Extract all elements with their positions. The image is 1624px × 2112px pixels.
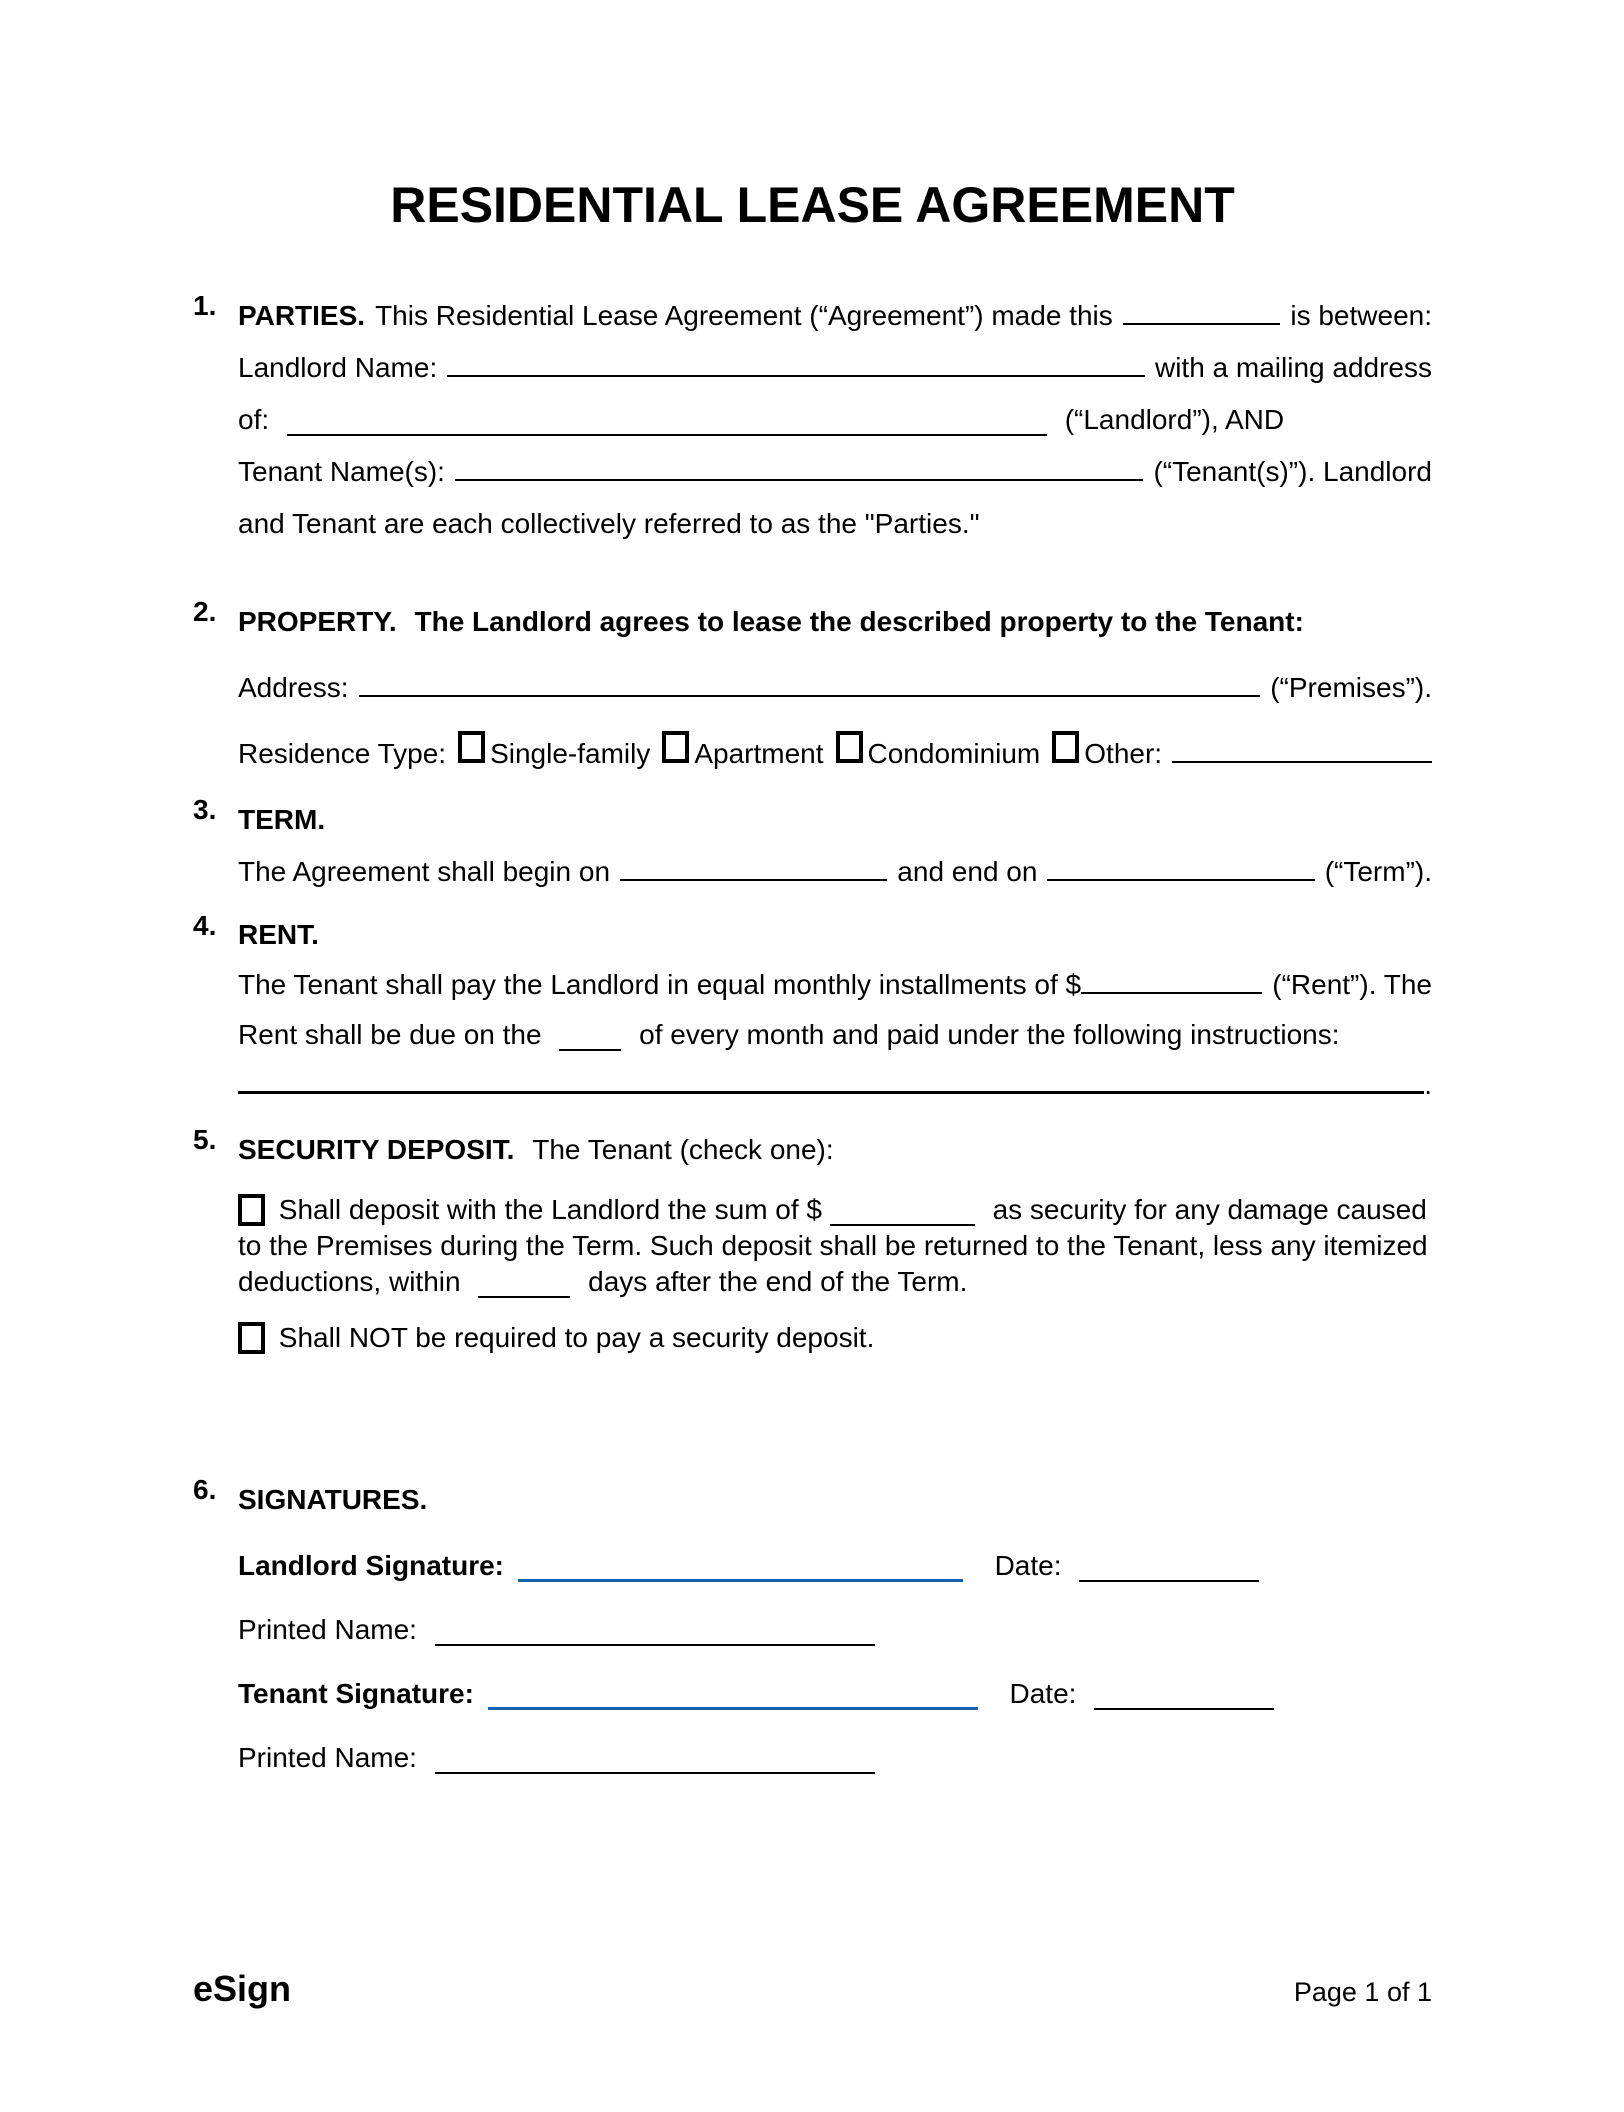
rent-due-text: Rent shall be due on the — [238, 1019, 542, 1050]
term-dates-line — [238, 846, 1432, 898]
landlord-name-tail: with a mailing address — [1154, 352, 1432, 383]
residence-single-family-checkbox[interactable] — [458, 731, 485, 763]
deposit-not-required-label: Shall NOT be required to pay a security deposit. — [278, 1322, 875, 1353]
deposit-heading-rest: The Tenant (check one): — [532, 1134, 834, 1165]
address-label: Address: — [238, 672, 349, 703]
parties-intro-line — [238, 290, 1432, 342]
section-rent — [193, 910, 1432, 1110]
address-tail: (“Premises”). — [1270, 672, 1432, 703]
rent-amount-line — [238, 960, 1432, 1010]
tenant-date-label: Date: — [1009, 1678, 1077, 1709]
landlord-signature-line[interactable] — [518, 1552, 963, 1582]
term-heading: TERM. — [238, 804, 326, 835]
property-heading: PROPERTY. — [238, 606, 397, 637]
landlord-name-line — [238, 342, 1432, 394]
deposit-required-checkbox[interactable] — [238, 1194, 265, 1226]
rent-due-tail: of every month and paid under the following instructions: — [639, 1019, 1340, 1050]
landlord-printed-name-row — [238, 1604, 1432, 1656]
rent-heading: RENT. — [238, 919, 319, 950]
deposit-line-2: to the Premises during the Term. Such deposit shall be returned to the Tenant, less any itemized — [238, 1230, 1428, 1261]
tenant-date-blank[interactable] — [1094, 1680, 1274, 1710]
deposit-heading-line — [238, 1124, 1432, 1176]
section-security-deposit — [193, 1124, 1432, 1356]
deposit-option-required — [238, 1192, 1432, 1300]
signatures-heading: SIGNATURES. — [238, 1484, 428, 1515]
section-number: 4. — [193, 910, 217, 941]
landlord-printed-name-blank[interactable] — [435, 1616, 875, 1646]
section-number: 3. — [193, 794, 217, 825]
tenant-name-tail: (“Tenant(s)”). Landlord — [1153, 456, 1432, 487]
term-middle-label: and end on — [897, 856, 1038, 887]
address-line — [238, 662, 1432, 714]
landlord-date-blank[interactable] — [1079, 1552, 1259, 1582]
of-label: of: — [238, 404, 270, 435]
deposit-line-3 — [238, 1264, 1432, 1300]
parties-closing-line: and Tenant are each collectively referred to as the "Parties." — [238, 508, 980, 539]
section-property — [193, 596, 1432, 780]
section-number: 1. — [193, 290, 217, 321]
deposit-text-2: as security for any damage caused — [992, 1194, 1427, 1225]
parties-date-blank[interactable] — [1123, 295, 1281, 325]
residence-other-checkbox[interactable] — [1052, 731, 1079, 763]
rent-amount-blank[interactable] — [1081, 964, 1262, 994]
section-signatures — [193, 1474, 1432, 1784]
deposit-text-3: deductions, within — [238, 1266, 461, 1297]
term-end-date-blank[interactable] — [1047, 851, 1314, 881]
tenant-names-blank[interactable] — [455, 451, 1143, 481]
property-heading-line — [238, 596, 1432, 648]
deposit-amount-blank[interactable] — [830, 1196, 975, 1226]
section-parties — [193, 290, 1432, 550]
rent-due-day-blank[interactable] — [559, 1021, 621, 1051]
document-title: RESIDENTIAL LEASE AGREEMENT — [390, 177, 1235, 233]
tenant-printed-name-label: Printed Name: — [238, 1742, 417, 1773]
landlord-signature-line-row — [238, 1540, 1432, 1592]
residence-apartment-label: Apartment — [694, 738, 824, 769]
residence-type-line — [238, 728, 1432, 780]
landlord-printed-name-label: Printed Name: — [238, 1614, 417, 1645]
tenant-printed-name-blank[interactable] — [435, 1744, 875, 1774]
tenant-name-line — [238, 446, 1432, 498]
residence-other-blank[interactable] — [1172, 733, 1432, 763]
term-tail: (“Term”). — [1324, 856, 1432, 887]
rent-amount-tail: (“Rent”). The — [1272, 969, 1432, 1000]
rent-heading-line — [238, 910, 1432, 960]
landlord-address-blank[interactable] — [287, 406, 1047, 436]
esign-logo: eSign — [193, 1968, 292, 2009]
residence-single-family-label: Single-family — [490, 738, 651, 769]
section-term — [193, 794, 1432, 898]
landlord-date-label: Date: — [994, 1550, 1062, 1581]
residence-condominium-checkbox[interactable] — [836, 731, 863, 763]
tenant-printed-name-row — [238, 1732, 1432, 1784]
landlord-name-blank[interactable] — [447, 347, 1145, 377]
tenant-signature-label: Tenant Signature: — [238, 1678, 474, 1709]
landlord-address-line — [238, 394, 1432, 446]
term-heading-line — [238, 794, 1432, 846]
instructions-period: . — [1424, 1069, 1432, 1100]
tenant-signature-line[interactable] — [488, 1680, 978, 1710]
rent-amount-text: The Tenant shall pay the Landlord in equal monthly installments of $ — [238, 969, 1082, 1000]
term-start-date-blank[interactable] — [620, 851, 887, 881]
deposit-line-1 — [238, 1192, 1432, 1228]
term-begin-label: The Agreement shall begin on — [238, 856, 611, 887]
landlord-address-tail: (“Landlord”), AND — [1064, 404, 1285, 435]
residence-condominium-label: Condominium — [867, 738, 1041, 769]
section-number: 2. — [193, 596, 217, 627]
signatures-heading-line — [238, 1474, 1432, 1526]
deposit-heading: SECURITY DEPOSIT. — [238, 1134, 515, 1165]
property-heading-rest: The Landlord agrees to lease the described property to the Tenant: — [414, 606, 1304, 637]
section-number: 5. — [193, 1124, 217, 1155]
premises-address-blank[interactable] — [359, 667, 1261, 697]
deposit-not-required-checkbox[interactable] — [238, 1322, 265, 1354]
residence-type-label: Residence Type: — [238, 738, 447, 769]
tenant-name-label: Tenant Name(s): — [238, 456, 445, 487]
deposit-text-4: days after the end of the Term. — [588, 1266, 968, 1297]
parties-heading: PARTIES. — [238, 300, 366, 331]
deposit-option-not-required — [238, 1320, 1432, 1356]
rent-due-line — [238, 1010, 1432, 1060]
residence-other-label: Other: — [1084, 738, 1163, 769]
payment-instructions-line — [238, 1060, 1432, 1110]
deposit-text-1: Shall deposit with the Landlord the sum of $ — [278, 1194, 823, 1225]
parties-intro-tail: is between: — [1290, 300, 1432, 331]
parties-intro-text: This Residential Lease Agreement (“Agreement”) made this — [375, 300, 1113, 331]
landlord-signature-label: Landlord Signature: — [238, 1550, 504, 1581]
landlord-name-label: Landlord Name: — [238, 352, 438, 383]
section-number: 6. — [193, 1474, 217, 1505]
tenant-signature-line-row — [238, 1668, 1432, 1720]
page-number: Page 1 of 1 — [1293, 1977, 1432, 2007]
page-footer — [193, 1968, 1432, 2010]
payment-instructions-blank[interactable] — [238, 1064, 1424, 1094]
deposit-return-days-blank[interactable] — [478, 1268, 570, 1298]
residence-apartment-checkbox[interactable] — [662, 731, 689, 763]
